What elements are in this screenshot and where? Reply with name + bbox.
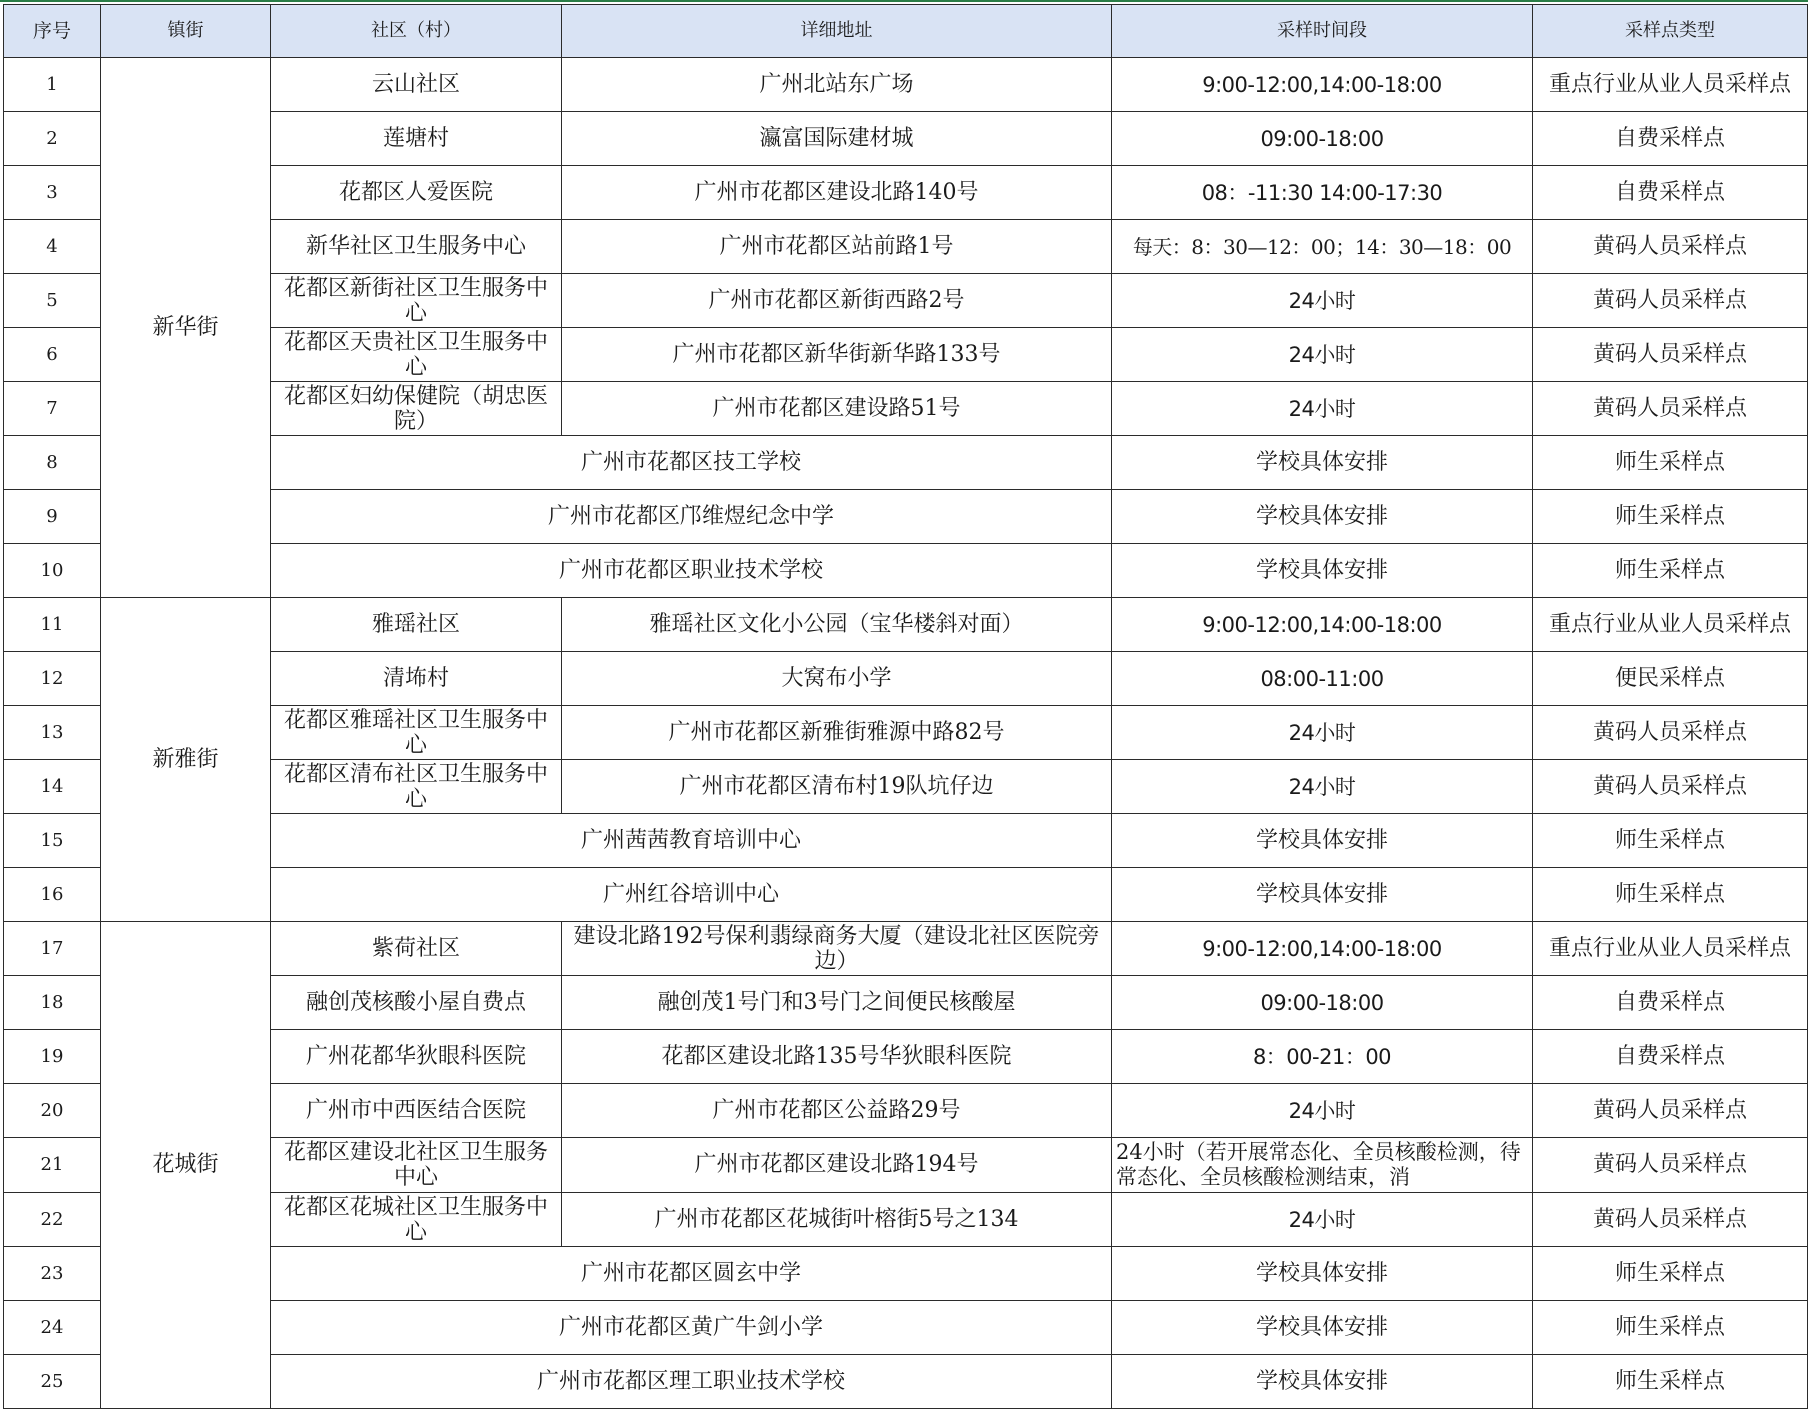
seq-cell: 3 [4,166,101,220]
time-cell: 学校具体安排 [1112,436,1533,490]
type-cell: 师生采样点 [1533,1355,1808,1409]
address-cell: 广州市花都区新华街新华路133号 [562,328,1112,382]
community-cell: 新华社区卫生服务中心 [271,220,562,274]
school-cell: 广州市花都区技工学校 [271,436,1112,490]
type-cell: 师生采样点 [1533,436,1808,490]
community-cell: 云山社区 [271,58,562,112]
table-row [4,274,1808,328]
town-cell: 花城街 [101,922,271,1409]
header-town: 镇街 [101,5,271,58]
type-cell: 黄码人员采样点 [1533,706,1808,760]
table-row [4,976,1808,1030]
table-row [4,706,1808,760]
community-cell: 花都区人爱医院 [271,166,562,220]
community-cell: 花都区天贵社区卫生服务中心 [271,328,562,382]
header-time: 采样时间段 [1112,5,1533,58]
time-cell: 08:00-11:00 [1112,652,1533,706]
seq-cell: 1 [4,58,101,112]
town-cell: 新雅街 [101,598,271,922]
time-cell: 学校具体安排 [1112,868,1533,922]
address-cell: 广州市花都区建设路51号 [562,382,1112,436]
community-cell: 花都区新街社区卫生服务中心 [271,274,562,328]
address-cell: 广州市花都区新街西路2号 [562,274,1112,328]
community-cell: 花都区雅瑶社区卫生服务中心 [271,706,562,760]
time-cell: 24小时 [1112,1084,1533,1138]
table-row [4,328,1808,382]
table-header-row [4,5,1808,58]
address-cell: 花都区建设北路135号华狄眼科医院 [562,1030,1112,1084]
seq-cell: 11 [4,598,101,652]
type-cell: 黄码人员采样点 [1533,274,1808,328]
seq-cell: 2 [4,112,101,166]
type-cell: 黄码人员采样点 [1533,1193,1808,1247]
community-cell: 花都区妇幼保健院（胡忠医院） [271,382,562,436]
address-cell: 广州市花都区新雅街雅源中路82号 [562,706,1112,760]
table-row [4,58,1808,112]
address-cell: 广州市花都区站前路1号 [562,220,1112,274]
seq-cell: 13 [4,706,101,760]
type-cell: 黄码人员采样点 [1533,1084,1808,1138]
table-row [4,598,1808,652]
school-cell: 广州市花都区圆玄中学 [271,1247,1112,1301]
type-cell: 自费采样点 [1533,166,1808,220]
time-cell: 学校具体安排 [1112,544,1533,598]
seq-cell: 16 [4,868,101,922]
time-cell: 24小时 [1112,1193,1533,1247]
type-cell: 重点行业从业人员采样点 [1533,598,1808,652]
community-cell: 清㘵村 [271,652,562,706]
table-row [4,1301,1808,1355]
address-cell: 广州市花都区建设北路194号 [562,1138,1112,1193]
type-cell: 黄码人员采样点 [1533,328,1808,382]
type-cell: 黄码人员采样点 [1533,760,1808,814]
table-row [4,112,1808,166]
community-cell: 广州花都华狄眼科医院 [271,1030,562,1084]
table-row [4,382,1808,436]
time-cell: 08：-11:30 14:00-17:30 [1112,166,1533,220]
community-cell: 紫荷社区 [271,922,562,976]
header-community: 社区（村） [271,5,562,58]
time-cell: 学校具体安排 [1112,490,1533,544]
type-cell: 师生采样点 [1533,490,1808,544]
community-cell: 花都区建设北社区卫生服务中心 [271,1138,562,1193]
type-cell: 黄码人员采样点 [1533,220,1808,274]
community-cell: 广州市中西医结合医院 [271,1084,562,1138]
address-cell: 广州北站东广场 [562,58,1112,112]
time-cell: 学校具体安排 [1112,1355,1533,1409]
seq-cell: 6 [4,328,101,382]
time-cell: 8：00-21：00 [1112,1030,1533,1084]
seq-cell: 4 [4,220,101,274]
type-cell: 师生采样点 [1533,1301,1808,1355]
time-cell: 学校具体安排 [1112,1301,1533,1355]
community-cell: 花都区花城社区卫生服务中心 [271,1193,562,1247]
time-cell: 学校具体安排 [1112,1247,1533,1301]
time-cell: 学校具体安排 [1112,814,1533,868]
town-cell: 新华街 [101,58,271,598]
seq-cell: 19 [4,1030,101,1084]
seq-cell: 5 [4,274,101,328]
table-row [4,760,1808,814]
table-row [4,1030,1808,1084]
time-cell: 9:00-12:00,14:00-18:00 [1112,598,1533,652]
seq-cell: 7 [4,382,101,436]
time-cell: 9:00-12:00,14:00-18:00 [1112,58,1533,112]
type-cell: 自费采样点 [1533,112,1808,166]
table-row [4,166,1808,220]
school-cell: 广州市花都区职业技术学校 [271,544,1112,598]
sheet-top-border [0,0,1808,2]
seq-cell: 25 [4,1355,101,1409]
time-cell [1112,1138,1533,1193]
seq-cell: 15 [4,814,101,868]
table-row [4,220,1808,274]
table-row [4,652,1808,706]
table-row [4,1193,1808,1247]
school-cell: 广州茜茜教育培训中心 [271,814,1112,868]
community-cell: 花都区清布社区卫生服务中心 [271,760,562,814]
address-cell: 融创茂1号门和3号门之间便民核酸屋 [562,976,1112,1030]
address-cell: 雅瑶社区文化小公园（宝华楼斜对面） [562,598,1112,652]
seq-cell: 18 [4,976,101,1030]
time-cell: 9:00-12:00,14:00-18:00 [1112,922,1533,976]
time-cell: 24小时 [1112,274,1533,328]
address-cell: 广州市花都区清布村19队坑仔边 [562,760,1112,814]
time-cell: 09:00-18:00 [1112,112,1533,166]
seq-cell: 20 [4,1084,101,1138]
community-cell: 雅瑶社区 [271,598,562,652]
address-cell: 广州市花都区花城街叶榕街5号之134 [562,1193,1112,1247]
table-row [4,1084,1808,1138]
seq-cell: 23 [4,1247,101,1301]
address-cell: 广州市花都区公益路29号 [562,1084,1112,1138]
seq-cell: 21 [4,1138,101,1193]
time-cell: 09:00-18:00 [1112,976,1533,1030]
type-cell: 师生采样点 [1533,544,1808,598]
table-row [4,922,1808,976]
type-cell: 自费采样点 [1533,976,1808,1030]
seq-cell: 9 [4,490,101,544]
type-cell: 便民采样点 [1533,652,1808,706]
table-row [4,1355,1808,1409]
time-cell: 24小时 [1112,328,1533,382]
seq-cell: 14 [4,760,101,814]
seq-cell: 22 [4,1193,101,1247]
time-cell: 每天：8：30—12：00；14：30—18：00 [1112,220,1533,274]
type-cell: 自费采样点 [1533,1030,1808,1084]
community-cell: 莲塘村 [271,112,562,166]
table-row [4,868,1808,922]
time-cell: 24小时 [1112,382,1533,436]
table-row [4,436,1808,490]
address-cell: 广州市花都区建设北路140号 [562,166,1112,220]
type-cell: 师生采样点 [1533,868,1808,922]
type-cell: 重点行业从业人员采样点 [1533,58,1808,112]
time-cell: 24小时 [1112,760,1533,814]
type-cell: 黄码人员采样点 [1533,1138,1808,1193]
type-cell: 师生采样点 [1533,814,1808,868]
school-cell: 广州市花都区黄广牛剑小学 [271,1301,1112,1355]
time-cell: 24小时 [1112,706,1533,760]
table-row [4,814,1808,868]
table-row [4,544,1808,598]
address-cell: 大窝布小学 [562,652,1112,706]
address-cell: 建设北路192号保利翡绿商务大厦（建设北社区医院旁边） [562,922,1112,976]
header-address: 详细地址 [562,5,1112,58]
sampling-sites-table [3,4,1808,1409]
school-cell: 广州市花都区理工职业技术学校 [271,1355,1112,1409]
time-cell-text: 24小时（若开展常态化、全员核酸检测，待常态化、全员核酸检测结束，消 [1116,1140,1521,1189]
header-type: 采样点类型 [1533,5,1808,58]
table-row [4,490,1808,544]
table-row [4,1247,1808,1301]
seq-cell: 24 [4,1301,101,1355]
community-cell: 融创茂核酸小屋自费点 [271,976,562,1030]
address-cell: 瀛富国际建材城 [562,112,1112,166]
school-cell: 广州市花都区邝维煜纪念中学 [271,490,1112,544]
seq-cell: 17 [4,922,101,976]
type-cell: 师生采样点 [1533,1247,1808,1301]
seq-cell: 12 [4,652,101,706]
header-seq: 序号 [4,5,101,58]
seq-cell: 8 [4,436,101,490]
type-cell: 重点行业从业人员采样点 [1533,922,1808,976]
seq-cell: 10 [4,544,101,598]
type-cell: 黄码人员采样点 [1533,382,1808,436]
table-row [4,1138,1808,1193]
school-cell: 广州红谷培训中心 [271,868,1112,922]
